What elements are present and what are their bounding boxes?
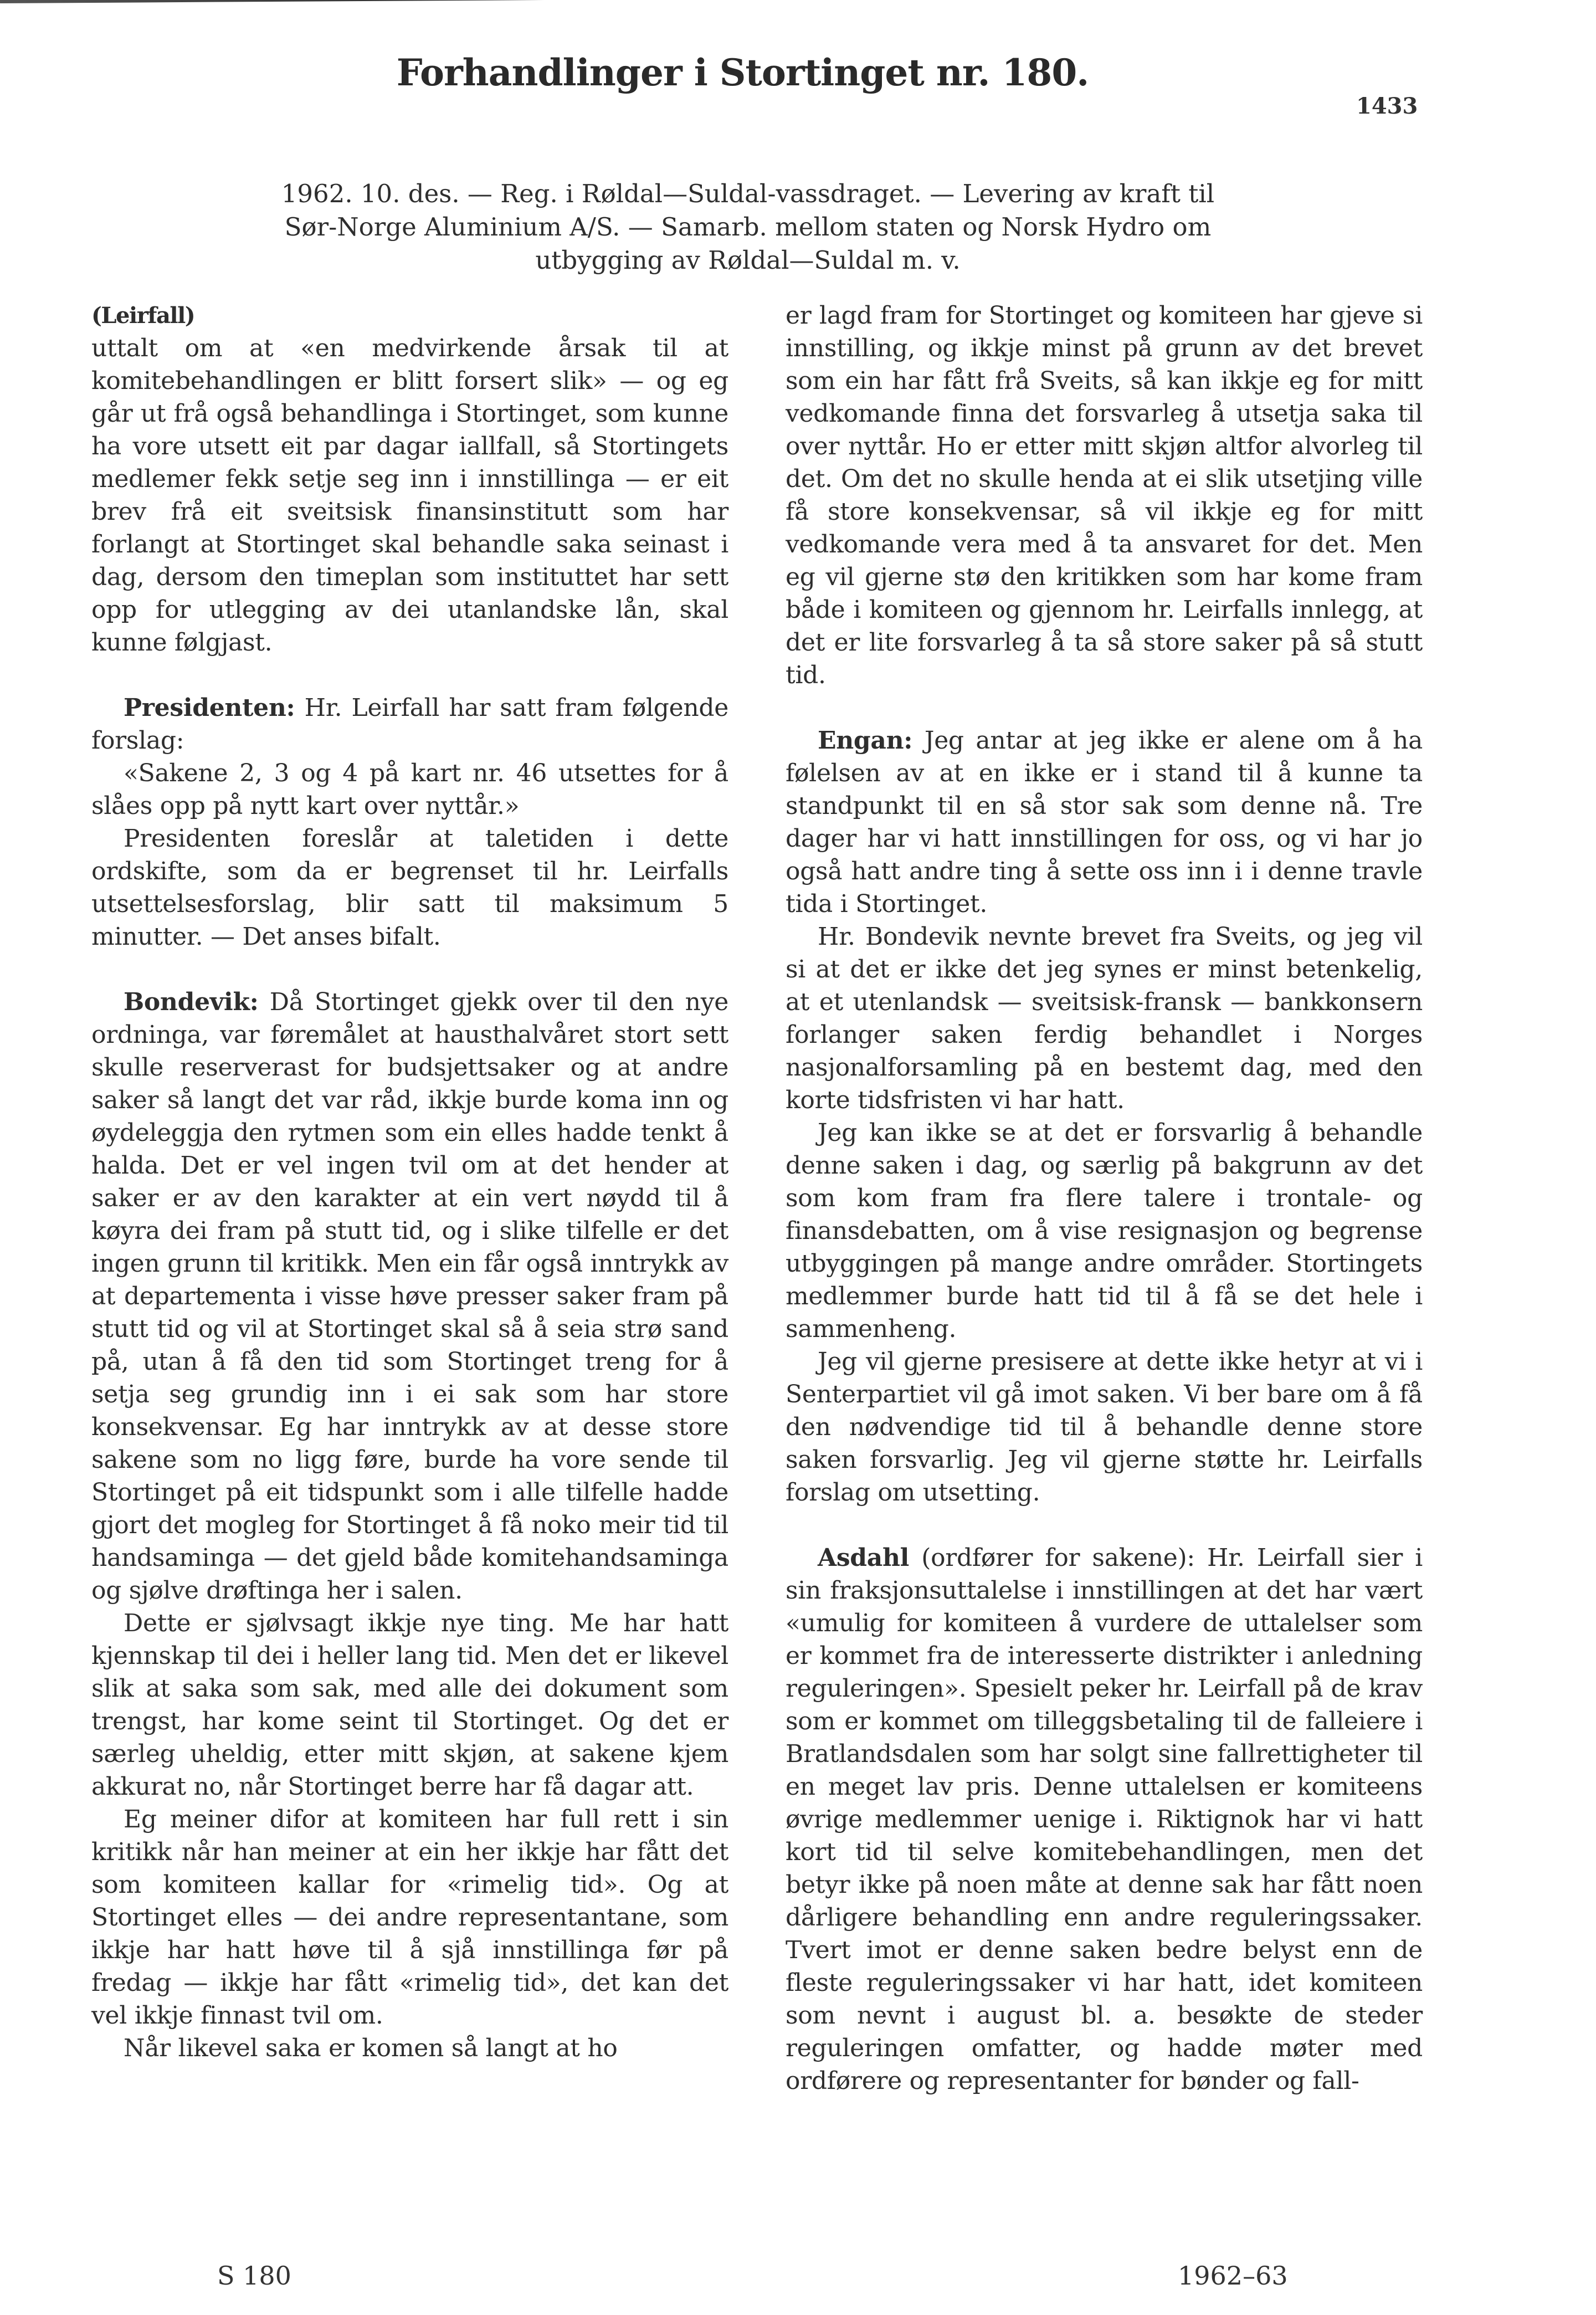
- speech-text: Hr. Leirfall har satt fram følgende forslag:: [91, 694, 728, 755]
- section-subtitle: [211, 177, 1285, 277]
- paragraph: Presidenten foreslår at taletiden i dette ordskifte, som da er begrenset til hr. Leirfalls utsettelsesforslag, blir satt til maksimum 5 minutter. — Det anses bifalt.: [91, 824, 728, 951]
- speaker-name: Asdahl: [818, 1544, 910, 1572]
- paragraph: Hr. Bondevik nevnte brevet fra Sveits, og jeg vil si at det er ikke det jeg synes er minst betenkelig, at et utenlandsk — sveitsisk-fransk — bankkonsern forlanger saken ferdig behandlet i Norges nasjonalforsamling på en bestemt dag, med den korte tidsfristen vi har hatt.: [786, 923, 1423, 1114]
- subtitle-line: Sør-Norge Aluminium A/S. — Samarb. mellom staten og Norsk Hydro om: [284, 212, 1212, 242]
- paragraph-bondevik: [91, 986, 728, 1607]
- subtitle-line: utbygging av Røldal—Suldal m. v.: [535, 245, 961, 275]
- speech-text: Då Stortinget gjekk over til den nye ordninga, var føremålet at hausthalvåret stort sett skulle reserverast for budsjettsaker og at andre saker så langt det var råd, ikkje burde koma inn og øydeleggja den rytmen som ein elles hadde tenkt å halda. Det er vel ingen tvil om at det hender at saker er av den karakter at ein vert nøydd til å køyra dei fram på stutt tid, og i slike tilfelle er det ingen grunn til kritikk. Men ein får også inntrykk av at departementa i visse høve presser saker fram på stutt tid og vil at Stortinget skal så å seia strø sand på, utan å få den tid som Stortinget treng for å setja seg grundig inn i ei sak som har store konsekvensar. Eg har inntrykk av at desse store sakene som no ligg føre, burde ha vore sende til Stortinget på eit tidspunkt som i alle tilfelle hadde gjort det mogleg for Stortinget å få noko meir tid til handsaminga — det gjeld både komitehandsaminga og sjølve drøftinga her i salen.: [91, 988, 728, 1605]
- right-column: [786, 299, 1423, 2097]
- speech-text: Jeg antar at jeg ikke er alene om å ha følelsen av at en ikke er i stand til å kunne ta standpunkt til en så stor sak som denne nå. Tre dager har vi hatt innstillingen for oss, og vi har jo også hatt andre ting å sette oss inn i i denne travle tida i Stortinget.: [786, 726, 1423, 918]
- paragraph: Jeg vil gjerne presisere at dette ikke hetyr at vi i Senterpartiet vil gå imot saken. Vi ber bare om å få den nødvendige tid til å behandle denne store saken forsvarlig. Jeg vil gjerne støtte hr. Leirfalls forslag om utsetting.: [786, 1348, 1423, 1507]
- paragraph-engan: [786, 724, 1423, 920]
- speaker-name: Bondevik:: [124, 988, 259, 1016]
- footer-signature: S 180: [217, 2261, 291, 2291]
- page-title-text: Forhandlinger i Stortinget nr. 180.: [396, 51, 1089, 94]
- continued-speaker-label: (Leirfall): [91, 303, 195, 329]
- subtitle-line: 1962. 10. des. — Reg. i Røldal—Suldal-vassdraget. — Levering av kraft til: [281, 179, 1215, 208]
- footer-session-year: 1962–63: [1178, 2261, 1288, 2291]
- page-number: 1433: [1356, 93, 1418, 119]
- paragraph: Jeg kan ikke se at det er forsvarlig å behandle denne saken i dag, og særlig på bakgrunn av det som kom fram fra flere talere i trontale- og finansdebatten, om å vise resignasjon og begrense utbyggingen på mange andre områder. Stortingets medlemmer burde hatt tid til å få se det hele i sammenheng.: [786, 1119, 1423, 1343]
- speaker-name: Presidenten:: [124, 694, 295, 722]
- paragraph-asdahl: [786, 1541, 1423, 2097]
- paragraph: uttalt om at «en medvirkende årsak til at komitebehandlingen er blitt forsert slik» — og eg går ut frå også behandlinga i Stortinget, som kunne ha vore utsett eit par dagar iallfall, så Stortingets medlemer fekk setje seg inn i innstillinga — er eit brev frå eit sveitsisk finansinstitutt som har forlangt at Stortinget skal behandle saka seinast i dag, dersom den timeplan som instituttet har sett opp for utlegging av dei utanlandske lån, skal kunne følgjast.: [91, 334, 728, 657]
- paragraph: Når likevel saka er komen så langt at ho: [124, 2034, 618, 2062]
- left-column: [91, 299, 728, 2065]
- page-title: [0, 51, 1596, 94]
- proposal-quote: «Sakene 2, 3 og 4 på kart nr. 46 utsettes for å slåes opp på nytt kart over nyttår.»: [91, 759, 728, 820]
- paragraph: er lagd fram for Stortinget og komiteen har gjeve si innstilling, og ikkje minst på grunn av det brevet som ein har fått frå Sveits, så kan ikkje eg for mitt vedkomande finna det forsvarleg å utsetja saka til over nyttår. Ho er etter mitt skjøn altfor alvorleg til det. Om det no skulle henda at ei slik utsetjing ville få store konsekvensar, så vil ikkje eg for mitt vedkomande vera med å ta ansvaret for det. Men eg vil gjerne stø den kritikken som har kome fram både i komiteen og gjennom hr. Leirfalls innlegg, at det er lite forsvarleg å ta så store saker på så stutt tid.: [786, 301, 1423, 689]
- speaker-role: (ordfører for sakene):: [909, 1544, 1208, 1572]
- speech-text: Hr. Leirfall sier i sin fraksjonsuttalelse i innstillingen at det har vært «umulig for komiteen å vurdere de uttalelser som er kommet fra de interesserte distrikter i anledning reguleringen». Spesielt peker hr. Leirfall på de krav som er kommet om tilleggsbetaling til de falleiere i Bratlandsdalen som har solgt sine fallrettigheter til en meget lav pris. Denne uttalelsen er komiteens øvrige medlemmer uenige i. Riktignok har vi hatt kort tid til selve komitebehandlingen, men det betyr ikke på noen måte at denne sak har fått noen dårligere behandling enn andre reguleringssaker. Tvert imot er denne saken bedre belyst enn de fleste reguleringssaker vi har hatt, idet komiteen som nevnt i august bl. a. besøkte de steder reguleringen omfatter, og hadde møter med ordførere og representanter for bønder og fall-: [786, 1544, 1423, 2095]
- scan-edge-line: [0, 0, 942, 3]
- speaker-name: Engan:: [818, 726, 913, 755]
- paragraph-president: [91, 692, 728, 757]
- paragraph: Eg meiner difor at komiteen har full rett i sin kritikk når han meiner at ein her ikkje har fått det som komiteen kallar for «rimelig tid». Og at Stortinget elles — dei andre representantane, som ikkje har hatt høve til å sjå innstillinga før på fredag — ikkje har fått «rimelig tid», det kan det vel ikkje finnast tvil om.: [91, 1805, 728, 2030]
- paragraph: Dette er sjølvsagt ikkje nye ting. Me har hatt kjennskap til dei i heller lang tid. Men det er likevel slik at saka som sak, med alle dei dokument som trengst, har kome seint til Stortinget. Og det er særleg uheldig, etter mitt skjøn, at sakene kjem akkurat no, når Stortinget berre har få dagar att.: [91, 1609, 728, 1801]
